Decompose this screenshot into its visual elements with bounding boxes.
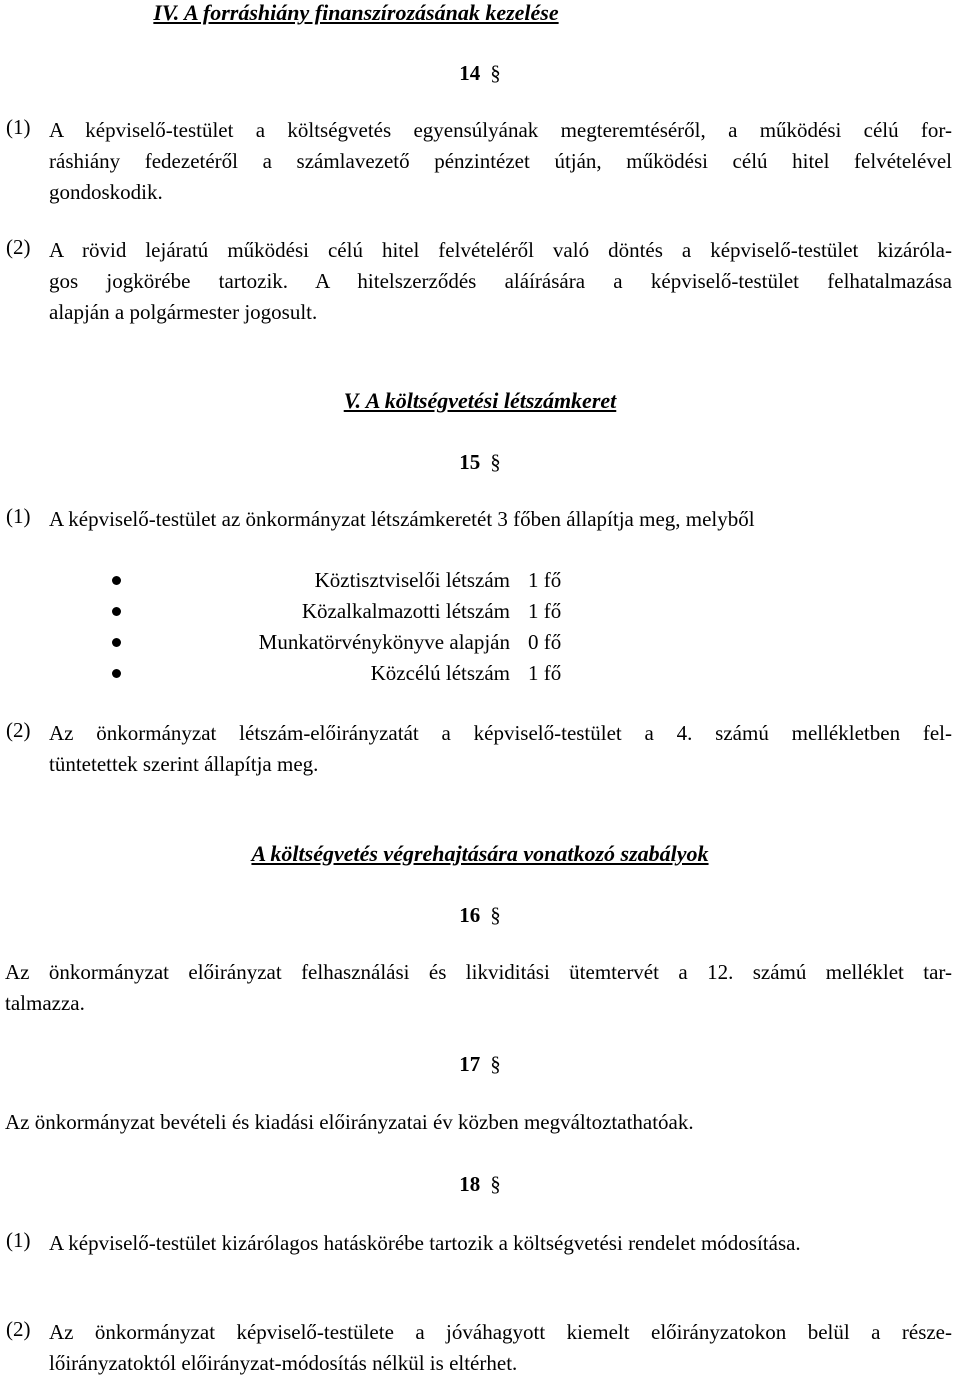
paragraph-number: (2) <box>6 718 31 742</box>
staff-category: Közcélú létszám <box>370 661 510 685</box>
paragraph-line: gos jogkörébe tartozik. A hitelszerződés aláírására a képviselő-testület felhatalmazása <box>49 269 952 293</box>
paragraph-line: Az önkormányzat képviselő-testülete a jóváhagyott kiemelt előirányzatokon belül a része- <box>49 1320 952 1344</box>
paragraph-number: (1) <box>6 504 31 528</box>
section-sign-icon: § <box>490 450 501 474</box>
section-15-number <box>0 449 960 475</box>
rules-title: A költségvetés végrehajtására vonatkozó szabályok <box>251 841 709 866</box>
staff-count: 1 fő <box>528 599 562 623</box>
bullet-icon <box>112 638 121 647</box>
section-number-value: 14 <box>459 61 481 85</box>
paragraph-17: Az önkormányzat bevételi és kiadási előirányzatai év közben megváltoztathatóak. <box>5 1110 694 1134</box>
list-item <box>0 627 960 658</box>
paragraph-number: (1) <box>6 115 31 139</box>
paragraph-number: (2) <box>6 1317 31 1341</box>
paragraph-text: A képviselő-testület kizárólagos hatáskörébe tartozik a költségvetési rendelet módosítása. <box>49 1231 801 1255</box>
paragraph-number: (2) <box>6 235 31 259</box>
list-item <box>0 596 960 627</box>
section-16-number <box>0 902 960 928</box>
staff-category: Közalkalmazotti létszám <box>301 599 510 623</box>
staff-count: 1 fő <box>528 661 562 685</box>
paragraph-line: Az önkormányzat előirányzat felhasználási és likviditási ütemtervét a 12. számú melléklet tar- <box>5 960 952 984</box>
section-v-title: V. A költségvetési létszámkeret <box>343 388 617 413</box>
section-14-number <box>0 60 960 86</box>
bullet-icon <box>112 669 121 678</box>
paragraph-line: Az önkormányzat létszám-előirányzatát a képviselő-testület a 4. számú mellékletben fel- <box>49 721 952 745</box>
staff-count: 1 fő <box>528 568 562 592</box>
section-sign-icon: § <box>490 903 501 927</box>
section-sign-icon: § <box>490 1052 501 1076</box>
paragraph-line: tüntetettek szerint állapítja meg. <box>49 752 319 776</box>
paragraph-line: A képviselő-testület a költségvetés egyensúlyának megteremtéséről, a működési célú for- <box>49 118 952 142</box>
section-18-number <box>0 1171 960 1197</box>
list-item <box>0 658 960 689</box>
paragraph-number: (1) <box>6 1228 31 1252</box>
list-item <box>0 565 960 596</box>
paragraph-text: A képviselő-testület az önkormányzat létszámkeretét 3 főben állapítja meg, melyből <box>49 507 755 531</box>
section-17-number <box>0 1051 960 1077</box>
paragraph-line: ráshiány fedezetéről a számlavezető pénzintézet útján, működési célú hitel felvételével <box>49 149 952 173</box>
section-iv-title: IV. A forráshiány finanszírozásának kezelése <box>153 0 559 25</box>
section-number-value: 18 <box>459 1172 481 1196</box>
paragraph-line: A rövid lejáratú működési célú hitel felvételéről való döntés a képviselő-testület kizáróla- <box>49 238 952 262</box>
staff-category: Munkatörvénykönyve alapján <box>258 630 510 654</box>
staff-count: 0 fő <box>528 630 562 654</box>
paragraph-line: alapján a polgármester jogosult. <box>49 300 318 324</box>
section-sign-icon: § <box>490 61 501 85</box>
paragraph-16 <box>5 957 952 1019</box>
section-sign-icon: § <box>490 1172 501 1196</box>
bullet-icon <box>112 576 121 585</box>
paragraph-line: gondoskodik. <box>49 180 163 204</box>
paragraph-line: lőirányzatoktól előirányzat-módosítás nélkül is eltérhet. <box>49 1351 518 1375</box>
section-number-value: 15 <box>459 450 481 474</box>
paragraph-line: talmazza. <box>5 991 85 1015</box>
section-number-value: 16 <box>459 903 481 927</box>
staff-category: Köztisztviselői létszám <box>314 568 510 592</box>
bullet-icon <box>112 607 121 616</box>
section-number-value: 17 <box>459 1052 481 1076</box>
